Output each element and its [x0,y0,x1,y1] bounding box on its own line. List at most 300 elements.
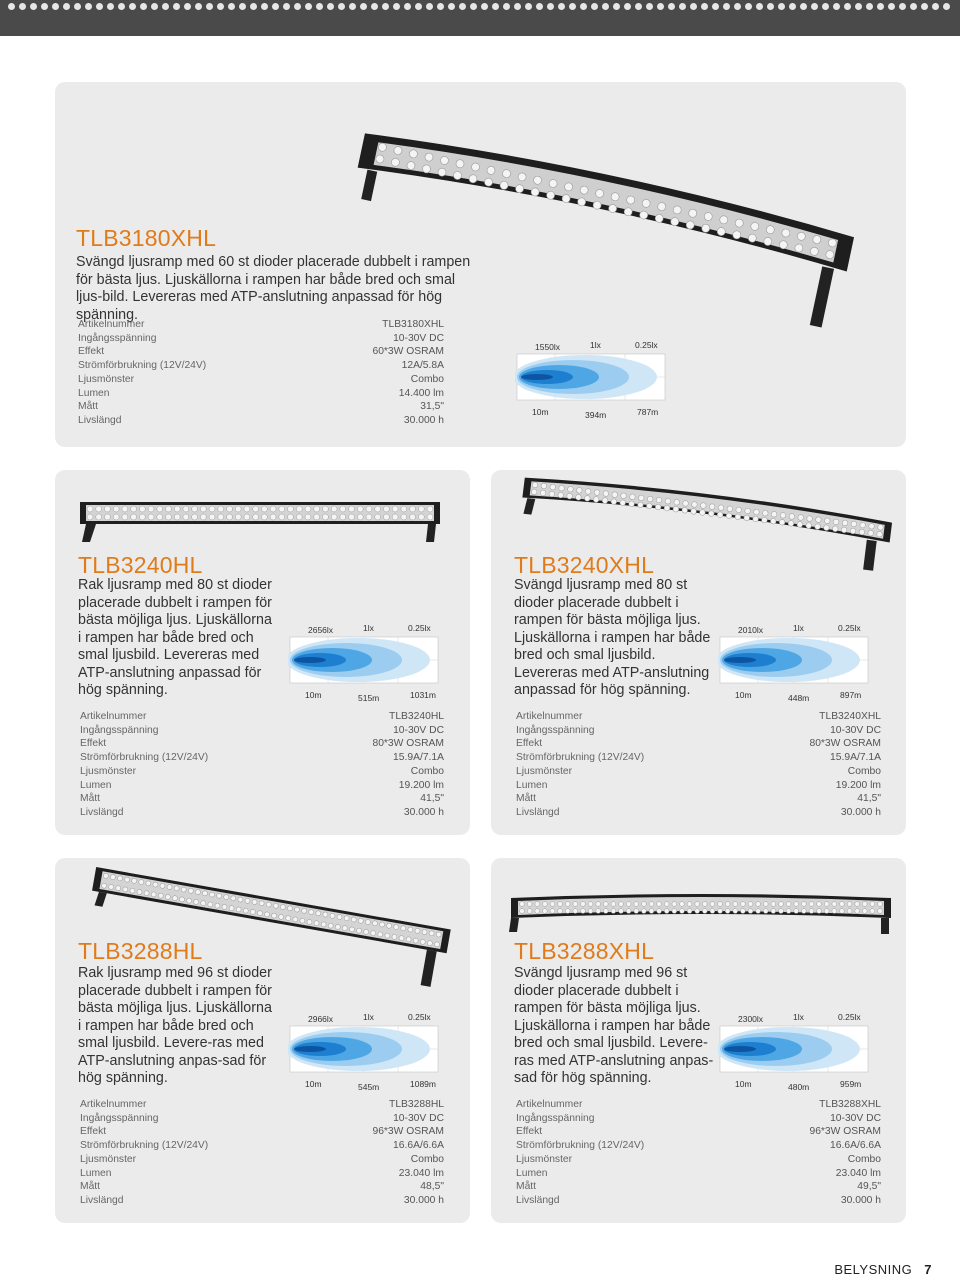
decorative-dot [129,3,136,10]
spec-row [516,1098,881,1112]
spec-row [516,779,881,793]
led-dot [139,514,145,520]
decorative-dot [536,3,543,10]
led-dot [794,909,799,914]
led-dot [870,909,875,914]
led-dot [357,514,363,520]
led-dot [148,506,154,512]
led-dot [603,902,608,907]
decorative-dot [679,3,686,10]
led-dot [687,902,692,907]
led-dot [305,506,311,512]
spec-row [516,1153,881,1167]
spec-value: 23.040 lm [398,1167,444,1179]
beam-pattern-diagram [288,623,440,703]
beam-distance-mid: 480m [788,1082,810,1092]
decorative-dot [459,3,466,10]
led-dot [535,902,540,907]
decorative-dot [800,3,807,10]
led-dot [695,902,700,907]
product-description: Rak ljusramp med 96 st dioder placerade dubbelt i rampen för bästa möjliga ljus. Ljuskällorna i rampen har både bred och smal ljusbild. Levere-ras med ATP-anslutning anpas-sad för hög spänning. [78,965,272,1086]
spec-table [516,1098,881,1208]
spec-value: 12A/5.8A [401,360,444,372]
beam-lux-edge: 0.25lx [635,340,658,350]
spec-row [78,332,444,346]
decorative-dot [217,3,224,10]
beam-lux-mid: 1lx [363,1012,374,1022]
beam-lux-mid: 1lx [363,623,374,633]
led-dot [183,514,189,520]
led-dot [340,506,346,512]
led-dot [520,909,525,914]
product-description: Svängd ljusramp med 96 st dioder placerade dubbelt i rampen för bästa möjliga ljus. Ljuskällorna i rampen har både bred och smal ljusbild. Levere-ras med ATP-anslutning anpas-sad för hög spänning. [514,965,714,1086]
spec-key: Lumen [80,779,112,791]
beam-pattern-diagram [288,1012,440,1092]
spec-key: Artikelnummer [516,1099,583,1110]
led-dot [427,506,433,512]
led-dot [565,902,570,907]
led-dot [855,902,860,907]
decorative-dot [371,3,378,10]
decorative-dot [19,3,26,10]
beam-distance-far: 1031m [410,690,436,700]
spec-table [80,1098,444,1208]
product-description: Rak ljusramp med 80 st dioder placerade dubbelt i rampen för bästa möjliga ljus. Ljuskällorna i rampen har både bred och smal ljusbild. Levereras med ATP-anslutning anpassad för hög spänning. [78,577,272,698]
spec-value: 15.9A/7.1A [393,752,444,764]
spec-key: Ingångsspänning [80,724,159,736]
decorative-dot [888,3,895,10]
led-dot [855,909,860,914]
spec-value: 30.000 h [840,806,881,818]
spec-value: 10-30V DC [830,1112,881,1124]
led-dot [520,902,525,907]
led-dot [756,909,761,914]
spec-row [78,373,444,387]
product-panel-tlb3240xhl [491,470,906,835]
spec-key: Ljusmönster [516,765,573,777]
led-dot [165,514,171,520]
beam-distance-far: 959m [840,1079,862,1089]
decorative-dot [30,3,37,10]
beam-pattern-diagram [718,623,870,703]
led-dot [226,514,232,520]
led-dot [794,902,799,907]
beam-lux-mid: 1lx [793,1012,804,1022]
spec-value: Combo [847,765,881,777]
led-dot [174,506,180,512]
led-dot [763,902,768,907]
led-dot [626,902,631,907]
led-dot [657,909,662,914]
led-dot [801,909,806,914]
decorative-dot [734,3,741,10]
led-dot [862,902,867,907]
spec-row [80,779,444,793]
spec-row [80,1112,444,1126]
led-dot [165,506,171,512]
led-dot [322,514,328,520]
led-dot [733,909,738,914]
spec-row [80,1167,444,1181]
spec-row [80,1139,444,1153]
led-dot [672,902,677,907]
spec-key: Ljusmönster [80,765,137,777]
led-dot [235,514,241,520]
decorative-dot [261,3,268,10]
spec-row [516,806,881,820]
beam-lux-mid: 1lx [793,623,804,633]
beam-distance-mid: 448m [788,693,810,703]
spec-value: TLB3288HL [389,1099,444,1110]
spec-key: Ljusmönster [516,1153,573,1165]
spec-key: Ingångsspänning [516,724,595,736]
led-dot [410,514,416,520]
decorative-dot [305,3,312,10]
decorative-dot [173,3,180,10]
led-dot [824,902,829,907]
spec-value: 10-30V DC [393,1112,444,1124]
decorative-dot [712,3,719,10]
led-dot [392,506,398,512]
led-dot [641,902,646,907]
beam-pattern-diagram [515,340,667,420]
spec-value: 16.6A/6.6A [393,1140,444,1152]
spec-value: Combo [410,765,444,777]
beam-distance-near: 10m [735,690,752,700]
light-bar-image [70,494,450,554]
spec-row [78,414,444,428]
led-dot [314,514,320,520]
beam-distance-far: 897m [840,690,862,700]
spec-value: 41,5" [857,793,881,805]
decorative-dot [107,3,114,10]
led-dot [218,514,224,520]
spec-key: Effekt [78,346,105,358]
spec-value: 48,5" [420,1181,444,1193]
decorative-dot [624,3,631,10]
spec-key: Effekt [516,1126,543,1138]
led-dot [226,506,232,512]
led-dot [418,506,424,512]
led-dot [427,514,433,520]
led-dot [824,909,829,914]
led-dot [340,514,346,520]
led-dot [322,506,328,512]
spec-row [78,359,444,373]
decorative-dot [811,3,818,10]
product-description: Svängd ljusramp med 60 st dioder placerade dubbelt i rampen för bästa ljus. Ljuskällorna i rampen har både bred och smal ljus-bild. Levereras med ATP-anslutning anpassad för hög spänning. [76,254,471,323]
spec-row [80,792,444,806]
decorative-dot [360,3,367,10]
beam-lux-edge: 0.25lx [838,1012,861,1022]
led-dot [840,902,845,907]
led-dot [314,506,320,512]
led-dot [131,506,137,512]
decorative-dot [569,3,576,10]
led-dot [383,514,389,520]
decorative-dot [789,3,796,10]
led-dot [349,514,355,520]
decorative-dot [426,3,433,10]
decorative-dot [833,3,840,10]
decorative-dot [448,3,455,10]
led-dot [680,909,685,914]
led-dot [878,909,883,914]
led-dot [756,902,761,907]
spec-value: 30.000 h [840,1194,881,1206]
spec-value: TLB3180XHL [382,319,444,330]
spec-value: 41,5" [420,793,444,805]
led-dot [634,909,639,914]
spec-row [80,1180,444,1194]
led-dot [174,514,180,520]
spec-key: Livslängd [78,414,122,426]
decorative-dot [415,3,422,10]
beam-lux-center: 1550lx [535,342,561,352]
led-dot [573,909,578,914]
led-dot [550,902,555,907]
led-dot [596,902,601,907]
spec-row [516,1112,881,1126]
spec-key: Livslängd [516,1194,560,1206]
led-dot [375,514,381,520]
spec-row [516,1125,881,1139]
led-dot [603,909,608,914]
led-dot [288,514,294,520]
spec-row [80,1125,444,1139]
led-dot [209,506,215,512]
led-dot [786,909,791,914]
beam-pattern-diagram [718,1012,870,1092]
product-title: TLB3180XHL [76,225,217,251]
spec-key: Strömförbrukning (12V/24V) [78,360,207,372]
decorative-dot [822,3,829,10]
spec-row [516,737,881,751]
led-dot [649,902,654,907]
led-dot [862,909,867,914]
decorative-dot [701,3,708,10]
spec-row [80,765,444,779]
led-dot [401,514,407,520]
led-dot [418,514,424,520]
spec-key: Artikelnummer [516,711,583,722]
led-dot [157,514,163,520]
decorative-dot [910,3,917,10]
decorative-dot [393,3,400,10]
led-dot [634,902,639,907]
led-dot [113,514,119,520]
led-dot [401,506,407,512]
spec-value: TLB3288XHL [819,1099,881,1110]
decorative-dot [514,3,521,10]
spec-value: TLB3240HL [389,711,444,722]
product-panel-tlb3288hl [55,858,470,1223]
spec-key: Strömförbrukning (12V/24V) [80,1140,209,1152]
decorative-dot [745,3,752,10]
decorative-dot [580,3,587,10]
spec-row [516,710,881,724]
led-dot [104,506,110,512]
spec-value: 14.400 lm [398,387,444,399]
decorative-dot [250,3,257,10]
spec-table [78,318,444,428]
led-dot [817,902,822,907]
decorative-dot [767,3,774,10]
led-dot [139,506,145,512]
decorative-dot [877,3,884,10]
spec-value: 96*3W OSRAM [372,1126,444,1138]
beam-lux-edge: 0.25lx [838,623,861,633]
led-dot [535,909,540,914]
beam-distance-near: 10m [305,1079,322,1089]
product-title: TLB3240XHL [514,552,655,578]
spec-key: Effekt [80,1126,107,1138]
spec-value: 23.040 lm [835,1167,881,1179]
led-dot [725,902,730,907]
led-dot [588,909,593,914]
product-title: TLB3288HL [78,938,203,964]
spec-row [78,387,444,401]
led-dot [847,902,852,907]
spec-row [80,1153,444,1167]
led-dot [270,506,276,512]
decorative-dot [503,3,510,10]
beam-distance-far: 787m [637,407,659,417]
spec-key: Artikelnummer [78,319,145,330]
led-dot [733,902,738,907]
spec-value: 10-30V DC [393,724,444,736]
led-dot [687,909,692,914]
spec-table [80,710,444,820]
spec-key: Lumen [516,1167,548,1179]
top-bar [0,0,960,36]
decorative-dot [932,3,939,10]
product-title: TLB3240HL [78,552,203,578]
decorative-dot [96,3,103,10]
spec-value: 80*3W OSRAM [372,738,444,750]
decorative-dot [492,3,499,10]
beam-distance-mid: 545m [358,1082,380,1092]
spec-row [516,792,881,806]
decorative-dot [481,3,488,10]
decorative-dot [756,3,763,10]
decorative-dot [613,3,620,10]
spec-key: Ljusmönster [80,1153,137,1165]
beam-distance-mid: 394m [585,410,607,420]
spec-row [78,318,444,332]
led-dot [710,909,715,914]
led-dot [192,506,198,512]
spec-key: Artikelnummer [80,711,147,722]
led-dot [279,514,285,520]
led-dot [725,909,730,914]
product-panel-tlb3180xhl [55,82,906,447]
decorative-dot [855,3,862,10]
led-dot [410,506,416,512]
led-dot [710,902,715,907]
decorative-dot [668,3,675,10]
product-panel-tlb3288xhl [491,858,906,1223]
decorative-dot [921,3,928,10]
beam-distance-mid: 515m [358,693,380,703]
spec-key: Ljusmönster [78,373,135,385]
beam-distance-near: 10m [735,1079,752,1089]
led-dot [96,506,102,512]
led-dot [200,506,206,512]
led-dot [680,902,685,907]
spec-row [516,751,881,765]
spec-value: Combo [410,373,444,385]
led-dot [596,909,601,914]
decorative-dot [327,3,334,10]
led-dot [832,909,837,914]
led-dot [702,909,707,914]
decorative-dot [723,3,730,10]
led-dot [641,909,646,914]
beam-lux-center: 2656lx [308,625,334,635]
decorative-dot [316,3,323,10]
led-dot [771,902,776,907]
beam-lux-edge: 0.25lx [408,623,431,633]
led-dot [244,514,250,520]
led-dot [375,506,381,512]
spec-value: 30.000 h [403,806,444,818]
decorative-dot [899,3,906,10]
led-dot [619,902,624,907]
decorative-dot [283,3,290,10]
spec-table [516,710,881,820]
led-dot [611,909,616,914]
spec-key: Mått [516,1181,537,1193]
spec-key: Livslängd [80,806,124,818]
decorative-dot [8,3,15,10]
led-dot [183,506,189,512]
led-dot [581,902,586,907]
led-dot [809,909,814,914]
led-dot [157,506,163,512]
spec-key: Ingångsspänning [78,332,157,344]
spec-row [516,1180,881,1194]
spec-value: 10-30V DC [830,724,881,736]
led-dot [657,902,662,907]
led-dot [550,909,555,914]
product-panel-tlb3240hl [55,470,470,835]
led-dot [131,514,137,520]
beam-lux-edge: 0.25lx [408,1012,431,1022]
led-dot [573,902,578,907]
decorative-dot [844,3,851,10]
decorative-dot [470,3,477,10]
decorative-dot [272,3,279,10]
spec-value: 80*3W OSRAM [809,738,881,750]
beam-distance-near: 10m [532,407,549,417]
spec-key: Lumen [80,1167,112,1179]
decorative-dot [162,3,169,10]
decorative-dot [525,3,532,10]
led-dot [244,506,250,512]
spec-value: Combo [847,1153,881,1165]
decorative-dot [52,3,59,10]
spec-row [516,724,881,738]
led-dot [801,902,806,907]
spec-value: TLB3240XHL [819,711,881,722]
decorative-dot [239,3,246,10]
decorative-dot [646,3,653,10]
led-dot [331,514,337,520]
decorative-dot [63,3,70,10]
led-dot [748,902,753,907]
decorative-dot [404,3,411,10]
